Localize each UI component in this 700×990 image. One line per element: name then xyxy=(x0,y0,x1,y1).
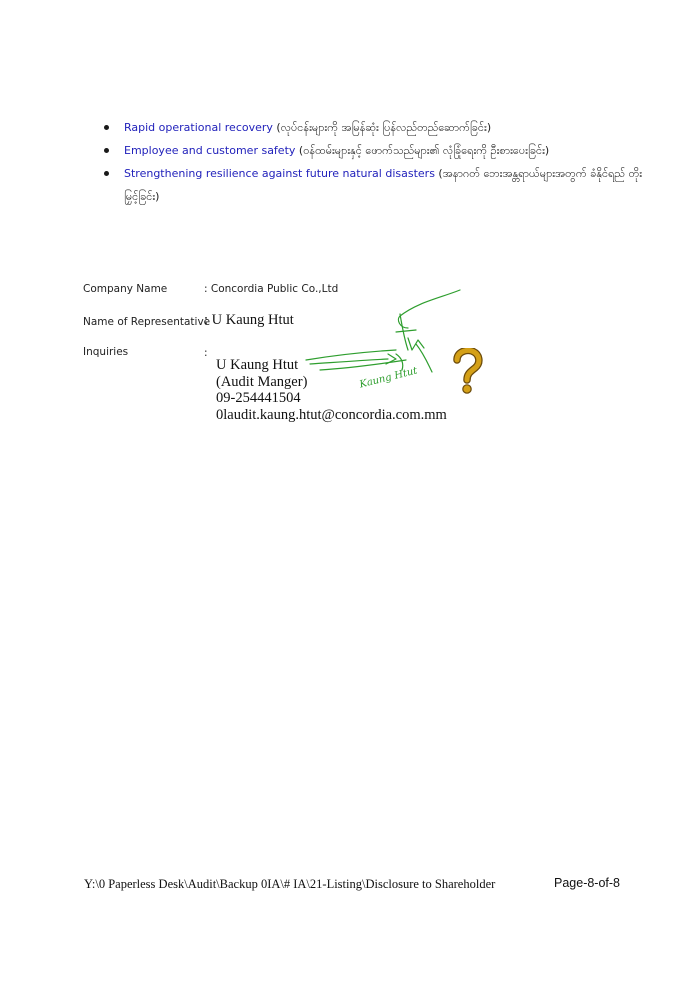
signature-text: Kaung Htut xyxy=(358,365,419,391)
footer-page-number: Page-8-of-8 xyxy=(554,876,621,890)
contact-title: (Audit Manger) xyxy=(216,373,308,390)
handwritten-signature xyxy=(300,284,470,394)
bullet-dot xyxy=(104,148,109,153)
contact-name: U Kaung Htut xyxy=(216,357,299,373)
bullet-item xyxy=(104,139,644,162)
bullet-en-text: Strengthening resilience against future natural disasters xyxy=(124,167,435,180)
bullet-my-text: (ဝန်ထမ်းများနှင့် ဖောက်သည်များ၏ လုံခြုံရေးကို ဦးစားပေးခြင်း) xyxy=(295,144,550,157)
inquiries-colon: : xyxy=(204,347,208,359)
footer-file-path: Y:\0 Paperless Desk\Audit\Backup 0IA\# IA\21-Listing\Disclosure to Shareholder xyxy=(84,877,496,891)
representative-label: Name of Representative xyxy=(83,316,211,328)
bullet-dot xyxy=(104,171,109,176)
bullet-en-text: Rapid operational recovery xyxy=(124,121,273,134)
contact-phone: 09-254441504 xyxy=(216,390,301,406)
company-name-value: : Concordia Public Co.,Ltd xyxy=(204,283,339,295)
bullet-my-text: (အနာဂတ် ဘေးအန္တရာယ်များအတွက် ခံနိုင်ရည် တိုးမြှင့်ခြင်း) xyxy=(124,167,643,203)
company-name-label: Company Name xyxy=(83,283,168,295)
bullet-dot xyxy=(104,125,109,130)
bullet-item xyxy=(104,116,644,139)
inquiries-label: Inquiries xyxy=(83,346,129,358)
bullet-my-text: (လုပ်ငန်းများကို အမြန်ဆုံး ပြန်လည်တည်ဆောက်ခြင်း) xyxy=(272,121,492,134)
bullet-item xyxy=(104,162,644,208)
representative-value: : U Kaung Htut xyxy=(204,312,294,328)
bullet-en-text: Employee and customer safety xyxy=(124,144,296,157)
question-mark-icon xyxy=(450,348,484,394)
contact-email[interactable]: 0laudit.kaung.htut@concordia.com.mm xyxy=(216,406,447,423)
bullet-list xyxy=(104,116,644,208)
